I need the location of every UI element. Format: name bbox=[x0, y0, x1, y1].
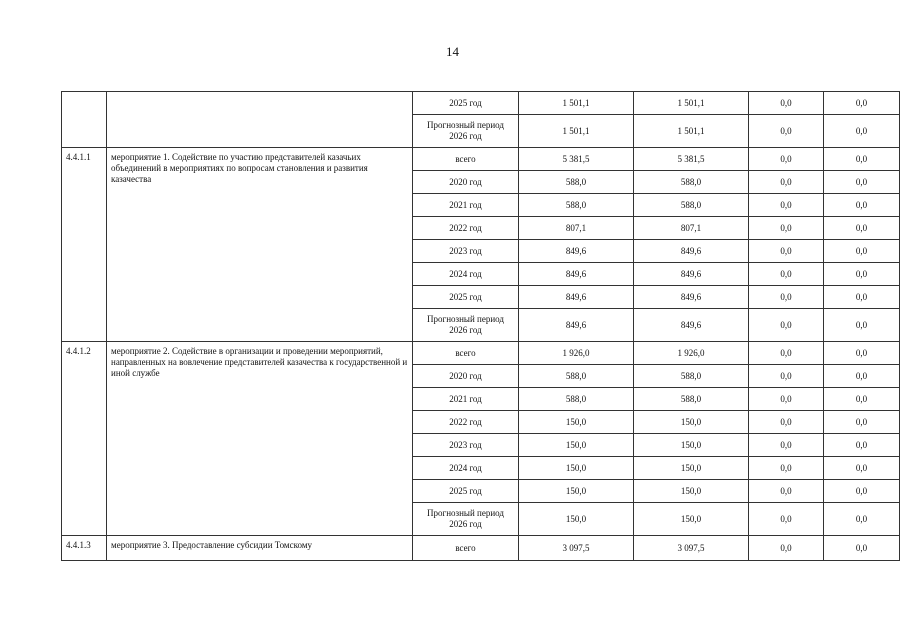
funding-cell: 0,0 bbox=[824, 263, 900, 286]
item-name: мероприятие 1. Содействие по участию представителей казачьих объединений в мероприятиях по вопросам становления и развития казачества bbox=[107, 148, 413, 342]
funding-cell: 588,0 bbox=[634, 365, 749, 388]
total-cell: 588,0 bbox=[519, 194, 634, 217]
funding-cell: 0,0 bbox=[824, 480, 900, 503]
funding-cell: 150,0 bbox=[634, 457, 749, 480]
total-cell: 849,6 bbox=[519, 263, 634, 286]
funding-cell: 0,0 bbox=[824, 457, 900, 480]
funding-cell: 849,6 bbox=[634, 286, 749, 309]
table-row bbox=[62, 148, 900, 171]
funding-cell: 1 501,1 bbox=[634, 115, 749, 148]
item-name bbox=[107, 92, 413, 148]
total-cell: 150,0 bbox=[519, 480, 634, 503]
period-cell: всего bbox=[413, 536, 519, 561]
period-cell: 2021 год bbox=[413, 388, 519, 411]
table-row bbox=[62, 92, 900, 115]
item-code: 4.4.1.1 bbox=[62, 148, 107, 342]
funding-cell: 849,6 bbox=[634, 309, 749, 342]
funding-cell: 0,0 bbox=[749, 457, 824, 480]
total-cell: 807,1 bbox=[519, 217, 634, 240]
funding-cell: 0,0 bbox=[824, 240, 900, 263]
funding-cell: 0,0 bbox=[749, 434, 824, 457]
funding-cell: 0,0 bbox=[749, 217, 824, 240]
period-cell: Прогнозный период 2026 год bbox=[413, 503, 519, 536]
funding-cell: 0,0 bbox=[824, 411, 900, 434]
total-cell: 849,6 bbox=[519, 240, 634, 263]
funding-cell: 0,0 bbox=[824, 194, 900, 217]
funding-cell: 1 501,1 bbox=[634, 92, 749, 115]
funding-cell: 0,0 bbox=[824, 536, 900, 561]
table-row bbox=[62, 342, 900, 365]
funding-cell: 0,0 bbox=[749, 263, 824, 286]
item-code bbox=[62, 92, 107, 148]
period-cell: 2025 год bbox=[413, 92, 519, 115]
funding-cell: 0,0 bbox=[749, 240, 824, 263]
funding-cell: 0,0 bbox=[824, 309, 900, 342]
funding-cell: 0,0 bbox=[749, 536, 824, 561]
period-cell: 2025 год bbox=[413, 286, 519, 309]
funding-cell: 588,0 bbox=[634, 194, 749, 217]
funding-cell: 0,0 bbox=[749, 503, 824, 536]
total-cell: 849,6 bbox=[519, 286, 634, 309]
funding-cell: 0,0 bbox=[824, 342, 900, 365]
period-cell: 2024 год bbox=[413, 457, 519, 480]
period-cell: всего bbox=[413, 148, 519, 171]
total-cell: 150,0 bbox=[519, 503, 634, 536]
funding-cell: 0,0 bbox=[749, 92, 824, 115]
item-code: 4.4.1.3 bbox=[62, 536, 107, 561]
total-cell: 150,0 bbox=[519, 411, 634, 434]
total-cell: 588,0 bbox=[519, 171, 634, 194]
total-cell: 849,6 bbox=[519, 309, 634, 342]
funding-cell: 0,0 bbox=[824, 217, 900, 240]
total-cell: 150,0 bbox=[519, 434, 634, 457]
funding-cell: 150,0 bbox=[634, 480, 749, 503]
period-cell: 2025 год bbox=[413, 480, 519, 503]
period-cell: 2020 год bbox=[413, 365, 519, 388]
period-cell: 2022 год bbox=[413, 217, 519, 240]
funding-cell: 0,0 bbox=[749, 286, 824, 309]
item-code: 4.4.1.2 bbox=[62, 342, 107, 536]
total-cell: 1 501,1 bbox=[519, 92, 634, 115]
funding-cell: 150,0 bbox=[634, 434, 749, 457]
funding-cell: 0,0 bbox=[824, 388, 900, 411]
funding-cell: 0,0 bbox=[749, 388, 824, 411]
funding-cell: 3 097,5 bbox=[634, 536, 749, 561]
item-name: мероприятие 3. Предоставление субсидии Томскому bbox=[107, 536, 413, 561]
period-cell: 2020 год bbox=[413, 171, 519, 194]
period-cell: 2022 год bbox=[413, 411, 519, 434]
total-cell: 5 381,5 bbox=[519, 148, 634, 171]
table-row bbox=[62, 536, 900, 561]
funding-cell: 150,0 bbox=[634, 503, 749, 536]
funding-cell: 0,0 bbox=[824, 365, 900, 388]
page-number: 14 bbox=[446, 44, 459, 59]
funding-cell: 0,0 bbox=[749, 342, 824, 365]
funding-cell: 0,0 bbox=[749, 480, 824, 503]
funding-cell: 1 926,0 bbox=[634, 342, 749, 365]
funding-cell: 588,0 bbox=[634, 171, 749, 194]
total-cell: 588,0 bbox=[519, 365, 634, 388]
item-name: мероприятие 2. Содействие в организации и проведении мероприятий, направленных на вовлечение представителей казачества к государственной и иной службе bbox=[107, 342, 413, 536]
funding-cell: 588,0 bbox=[634, 388, 749, 411]
period-cell: 2023 год bbox=[413, 240, 519, 263]
funding-cell: 0,0 bbox=[824, 115, 900, 148]
funding-cell: 0,0 bbox=[824, 171, 900, 194]
funding-cell: 150,0 bbox=[634, 411, 749, 434]
funding-cell: 807,1 bbox=[634, 217, 749, 240]
funding-cell: 0,0 bbox=[824, 503, 900, 536]
budget-table bbox=[61, 91, 900, 561]
funding-cell: 0,0 bbox=[749, 115, 824, 148]
period-cell: Прогнозный период 2026 год bbox=[413, 309, 519, 342]
funding-cell: 0,0 bbox=[749, 148, 824, 171]
period-cell: всего bbox=[413, 342, 519, 365]
total-cell: 1 501,1 bbox=[519, 115, 634, 148]
funding-cell: 5 381,5 bbox=[634, 148, 749, 171]
funding-cell: 0,0 bbox=[824, 92, 900, 115]
funding-cell: 0,0 bbox=[824, 434, 900, 457]
funding-cell: 849,6 bbox=[634, 240, 749, 263]
total-cell: 150,0 bbox=[519, 457, 634, 480]
period-cell: 2023 год bbox=[413, 434, 519, 457]
funding-cell: 0,0 bbox=[749, 411, 824, 434]
funding-cell: 0,0 bbox=[749, 171, 824, 194]
funding-cell: 0,0 bbox=[749, 309, 824, 342]
funding-cell: 0,0 bbox=[824, 148, 900, 171]
total-cell: 588,0 bbox=[519, 388, 634, 411]
period-cell: 2021 год bbox=[413, 194, 519, 217]
funding-cell: 0,0 bbox=[749, 365, 824, 388]
period-cell: 2024 год bbox=[413, 263, 519, 286]
funding-cell: 0,0 bbox=[824, 286, 900, 309]
funding-cell: 0,0 bbox=[749, 194, 824, 217]
total-cell: 1 926,0 bbox=[519, 342, 634, 365]
period-cell: Прогнозный период 2026 год bbox=[413, 115, 519, 148]
funding-cell: 849,6 bbox=[634, 263, 749, 286]
total-cell: 3 097,5 bbox=[519, 536, 634, 561]
